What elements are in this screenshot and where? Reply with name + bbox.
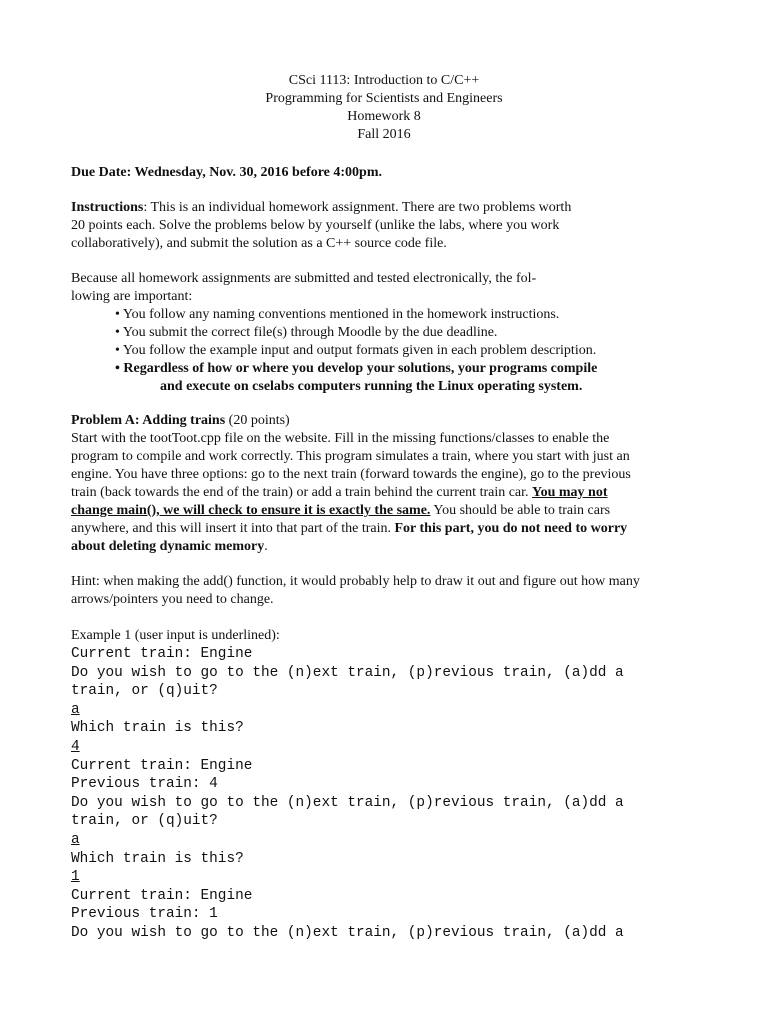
- list-item: • You follow the example input and output formats given in each problem description.: [115, 343, 597, 358]
- console-line: Current train: Engine: [71, 757, 253, 774]
- course-subtitle: Programming for Scientists and Engineers: [265, 91, 503, 106]
- console-line: train, or (q)uit?: [71, 813, 218, 830]
- hint-paragraph: Hint: when making the add() function, it would probably help to draw it out and figure out how many arrows/pointers you need to change.: [71, 574, 640, 607]
- list-item-continuation: and execute on cselabs computers running the Linux operating system.: [160, 379, 583, 394]
- requirements-list: [115, 306, 715, 396]
- example-label: Example 1 (user input is underlined):: [71, 628, 280, 643]
- due-date: Due Date: Wednesday, Nov. 30, 2016 before 4:00pm.: [71, 165, 382, 180]
- console-user-input: a: [71, 831, 80, 848]
- term: Fall 2016: [357, 127, 411, 142]
- homework-number: Homework 8: [347, 109, 421, 124]
- console-line: Previous train: 4: [71, 776, 218, 793]
- document-header: [0, 72, 768, 144]
- console-line: Which train is this?: [71, 850, 244, 867]
- console-line: train, or (q)uit?: [71, 683, 218, 700]
- list-item: • Regardless of how or where you develop your solutions, your programs compile: [115, 361, 598, 376]
- console-line: Do you wish to go to the (n)ext train, (p)revious train, (a)dd a: [71, 664, 624, 681]
- instructions-label: Instructions: [71, 200, 144, 215]
- list-item: • You submit the correct file(s) through Moodle by the due deadline.: [115, 325, 498, 340]
- course-title: CSci 1113: Introduction to C/C++: [288, 73, 480, 88]
- console-line: Which train is this?: [71, 720, 244, 737]
- list-item: • You follow any naming conventions mentioned in the homework instructions.: [115, 307, 560, 322]
- problem-a-title: Problem A: Adding trains: [71, 413, 226, 428]
- problem-a-section: Problem A: Adding trains (20 points) Start with the tootToot.cpp file on the website. Fill in the missing functions/classes to enable the program to compile and work correctly. This program simulates a train, where you start with just an engine. You have three options: go to the next train (forward towards the engine), go to the previous train (back towards the end of the train) or add a train behind the current train car. You may not change main(), we will check to ensure it is exactly the same. You should be able to train cars anywhere, and this will insert it into that part of the train. For this part, you do not need to worry about deleting dynamic memory.: [71, 413, 631, 554]
- console-line: Current train: Engine: [71, 646, 253, 662]
- console-line: Do you wish to go to the (n)ext train, (p)revious train, (a)dd a: [71, 794, 624, 811]
- console-user-input: a: [71, 701, 80, 718]
- console-line: Current train: Engine: [71, 887, 253, 904]
- instructions-paragraph: Instructions: This is an individual homework assignment. There are two problems worth 20 points each. Solve the problems below by yourself (unlike the labs, where you work collaboratively), and submit the solution as a C++ source code file.: [71, 200, 572, 251]
- requirements-intro: Because all homework assignments are submitted and tested electronically, the fol- lowing are important:: [71, 271, 537, 304]
- console-user-input: 1: [71, 869, 80, 886]
- console-output: [71, 645, 711, 943]
- console-user-input: 4: [71, 738, 80, 755]
- console-line: Previous train: 1: [71, 906, 218, 923]
- console-line: Do you wish to go to the (n)ext train, (p)revious train, (a)dd a: [71, 924, 624, 941]
